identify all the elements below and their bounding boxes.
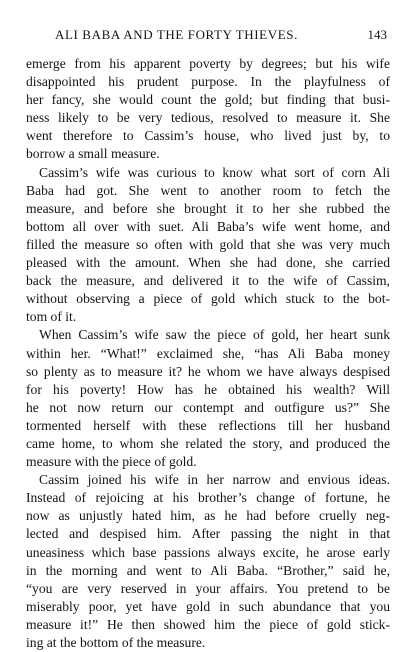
paragraph-2-line-2: Baba had got. She went to another room to fetch the (26, 182, 390, 198)
paragraph-1-line-5: went therefore to Cassim’s house, who lived just by, to (26, 128, 390, 144)
body-text (26, 55, 390, 652)
running-title: ALI BABA AND THE FORTY THIEVES. (55, 27, 298, 42)
page-number: 143 (367, 27, 387, 42)
paragraph-2-line-4: bottom all over with suet. Ali Baba’s wife went home, and (26, 218, 390, 234)
paragraph-2-line-9: tom of it. (26, 309, 77, 325)
paragraph-4-line-1: Cassim joined his wife in her narrow and envious ideas. (39, 472, 390, 488)
paragraph-4-line-8: miserably poor, yet have gold in such abundance that you (26, 598, 390, 614)
paragraph-4-line-7: “you are very reserved in your affairs. You pretend to be (26, 580, 390, 596)
paragraph-3-line-4: for his poverty! How has he obtained his wealth? Will (26, 381, 390, 397)
paragraph-3-line-6: tormented herself with these reflections till her husband (26, 417, 390, 433)
paragraph-1-line-6: borrow a small measure. (26, 146, 160, 162)
paragraph-2-line-1: Cassim’s wife was curious to know what sort of corn Ali (39, 164, 390, 180)
paragraph-3-line-8: measure with the piece of gold. (26, 454, 197, 470)
paragraph-1-line-3: her fancy, she would count the gold; but finding that busi- (26, 92, 390, 108)
paragraph-4-line-10: ing at the bottom of the measure. (26, 635, 206, 650)
paragraph-3-line-1: When Cassim’s wife saw the piece of gold, her heart sunk (39, 327, 390, 343)
paragraph-2-line-6: pleased with the amount. When she had done, she carried (26, 255, 390, 271)
paragraph-4-line-4: lected and despised him. After passing the night in that (26, 526, 390, 542)
paragraph-4-line-6: in the morning and went to Ali Baba. “Brother,” said he, (26, 562, 390, 578)
paragraph-3-line-7: came home, to whom she related the story, and produced the (26, 435, 390, 451)
paragraph-1-line-1: emerge from his apparent poverty by degrees; but his wife (26, 56, 390, 71)
paragraph-1-line-2: disappointed his prudent purpose. In the playfulness of (26, 74, 390, 90)
paragraph-2-line-8: without observing a piece of gold which stuck to the bot- (26, 291, 390, 307)
paragraph-3-line-2: within her. “What!” exclaimed she, “has Ali Baba money (26, 345, 390, 361)
paragraph-4-line-3: now as unjustly hated him, as he had before cruelly neg- (26, 508, 390, 524)
paragraph-2-line-5: filled the measure so often with gold that she was very much (26, 236, 390, 252)
paragraph-2-line-3: measure, and before she brought it to her she rubbed the (26, 200, 390, 216)
paragraph-4-line-9: measure it!” He then showed him the piece of gold stick- (26, 616, 390, 632)
paragraph-4-line-2: Instead of rejoicing at his brother’s change of fortune, he (26, 490, 390, 506)
paragraph-4-line-5: uneasiness which base passions always excite, he arose early (26, 544, 390, 560)
paragraph-3-line-5: he not now return our contempt and outfigure us?” She (26, 399, 390, 415)
paragraph-1-line-4: ness likely to be very tedious, resolved to measure it. She (26, 110, 390, 126)
paragraph-3-line-3: so plenty as to measure it? he whom we have always despised (26, 363, 390, 379)
paragraph-2-line-7: back the measure, and delivered it to the wife of Cassim, (26, 273, 390, 289)
